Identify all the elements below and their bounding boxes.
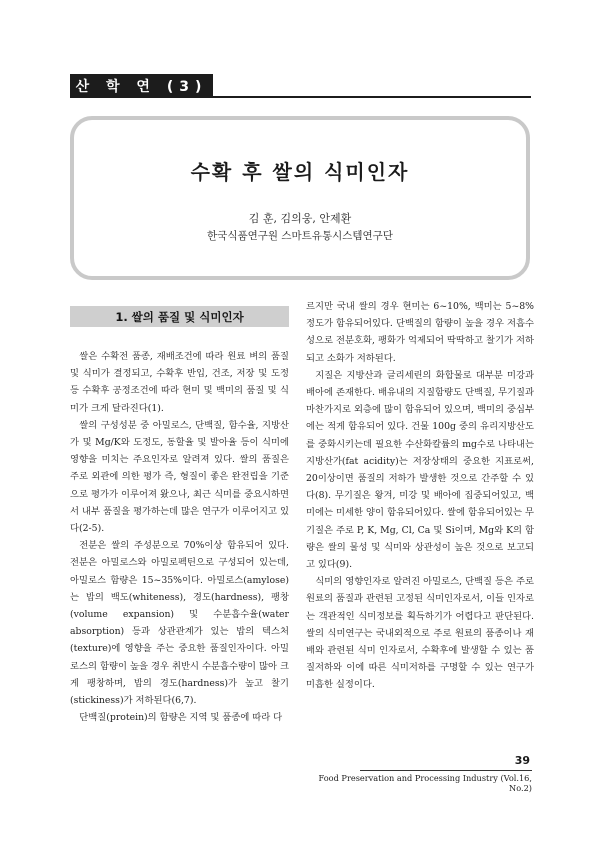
paragraph: 쌀의 구성성분 중 아밀로스, 단백질, 함수율, 지방산가 및 Mg/K와 도정도, 동할율 및 발아율 등이 식미에 영향을 미치는 주요인자로 알려져 있다. 쌀의 품질은 주로 외관에 의한 평가 즉, 형질이 좋은 완전립을 기준으로 평가가 이루어져 왔으나, 최근 식미를 중요시하면서 내부 품질을 평가하는데 많은 연구가 이루어지고 있다(2-5). bbox=[70, 419, 289, 535]
paragraph: 지질은 지방산과 글리세린의 화합물로 대부분 미강과 배아에 존재한다. 배유내의 지질함량도 단백질, 무기질과 마찬가지로 외층에 많이 함유되어 있으며, 백미의 중심부에는 적게 함유되어 있다. 건물 100g 중의 유리지방산도를 중화시키는데 필요한 수산화칼륨의 mg수로 나타내는 지방산가(fat acidity)는 저장상태의 중요한 지표로써, 20이상이면 품질의 저하가 발생한 것으로 간주할 수 있다(8). 무기질은 왕겨, 미강 및 배아에 집중되어있고, 백미에는 미세한 양이 함유되어있다. 쌀에 함유되어있는 무기질은 주로 P, K, Mg, Cl, Ca 및 Si이며, Mg와 K의 함량은 쌀의 물성 및 식미와 상관성이 높은 것으로 보고되고 있다(9). bbox=[306, 369, 534, 571]
title-box bbox=[70, 116, 530, 280]
article-authors: 김 훈, 김의웅, 안제환 bbox=[248, 212, 352, 225]
article-affiliation: 한국식품연구원 스마트유통시스템연구단 bbox=[207, 230, 393, 242]
section-heading: 1. 쌀의 품질 및 식미인자 bbox=[70, 306, 289, 327]
paragraph: 쌀은 수확전 품종, 재배조건에 따라 원료 벼의 품질 및 식미가 결정되고, 수확후 반입, 건조, 저장 및 도정 등 수확후 공정조건에 따라 현미 및 백미의 품질 및 식미가 크게 달라진다(1). bbox=[70, 351, 289, 414]
article-title: 수확 후 쌀의 식미인자 bbox=[190, 160, 410, 184]
left-column bbox=[70, 348, 289, 726]
header-rule bbox=[213, 96, 531, 98]
footer-rule bbox=[360, 770, 532, 771]
page-number: 39 bbox=[514, 754, 530, 767]
paragraph: 식미의 영향인자로 알려진 아밀로스, 단백질 등은 주로 원료의 품질과 관련된 고정된 식미인자로서, 이들 인자로는 객관적인 식미정보를 획득하기가 어렵다고 판단된다. 쌀의 식미연구는 국내외적으로 주로 원료의 품종이나 재배와 관련된 식미 인자로서, 수확후에 발생할 수 있는 품질저하와 이에 따른 식미저하를 구명할 수 있는 연구가 미흡한 실정이다. bbox=[306, 576, 534, 691]
section-tag: 산 학 연 (3) bbox=[70, 74, 213, 98]
paragraph: 단백질(protein)의 함량은 지역 및 품종에 따라 다 bbox=[79, 712, 283, 724]
paragraph: 르지만 국내 쌀의 경우 현미는 6~10%, 백미는 5~8%정도가 함유되어있다. 단백질의 함량이 높을 경우 저흡수성으로 전분호화, 팽화가 억제되어 딱딱하고 찰기가 저하되고 소화가 저하된다. bbox=[306, 301, 534, 364]
journal-name: Food Preservation and Processing Industry (Vol.16, No.2) bbox=[318, 773, 532, 793]
paragraph: 전분은 쌀의 주성분으로 70%이상 함유되어 있다. 전분은 아밀로스와 아밀로펙틴으로 구성되어 있는데, 아밀로스 함량은 15~35%이다. 아밀로스(amylose)는 밥의 백도(whiteness), 경도(hardness), 팽창(volume expansion) 및 수분흡수율(water absorption) 등과 상관관계가 있는 밥의 텍스처(texture)에 영향을 주는 중요한 품질인자이다. 아밀로스의 함량이 높을 경우 취반시 수분흡수량이 많아 크게 팽창하며, 밥의 경도(hardness)가 높고 찰기(stickiness)가 저하된다(6,7). bbox=[70, 540, 289, 707]
right-column bbox=[306, 298, 534, 694]
